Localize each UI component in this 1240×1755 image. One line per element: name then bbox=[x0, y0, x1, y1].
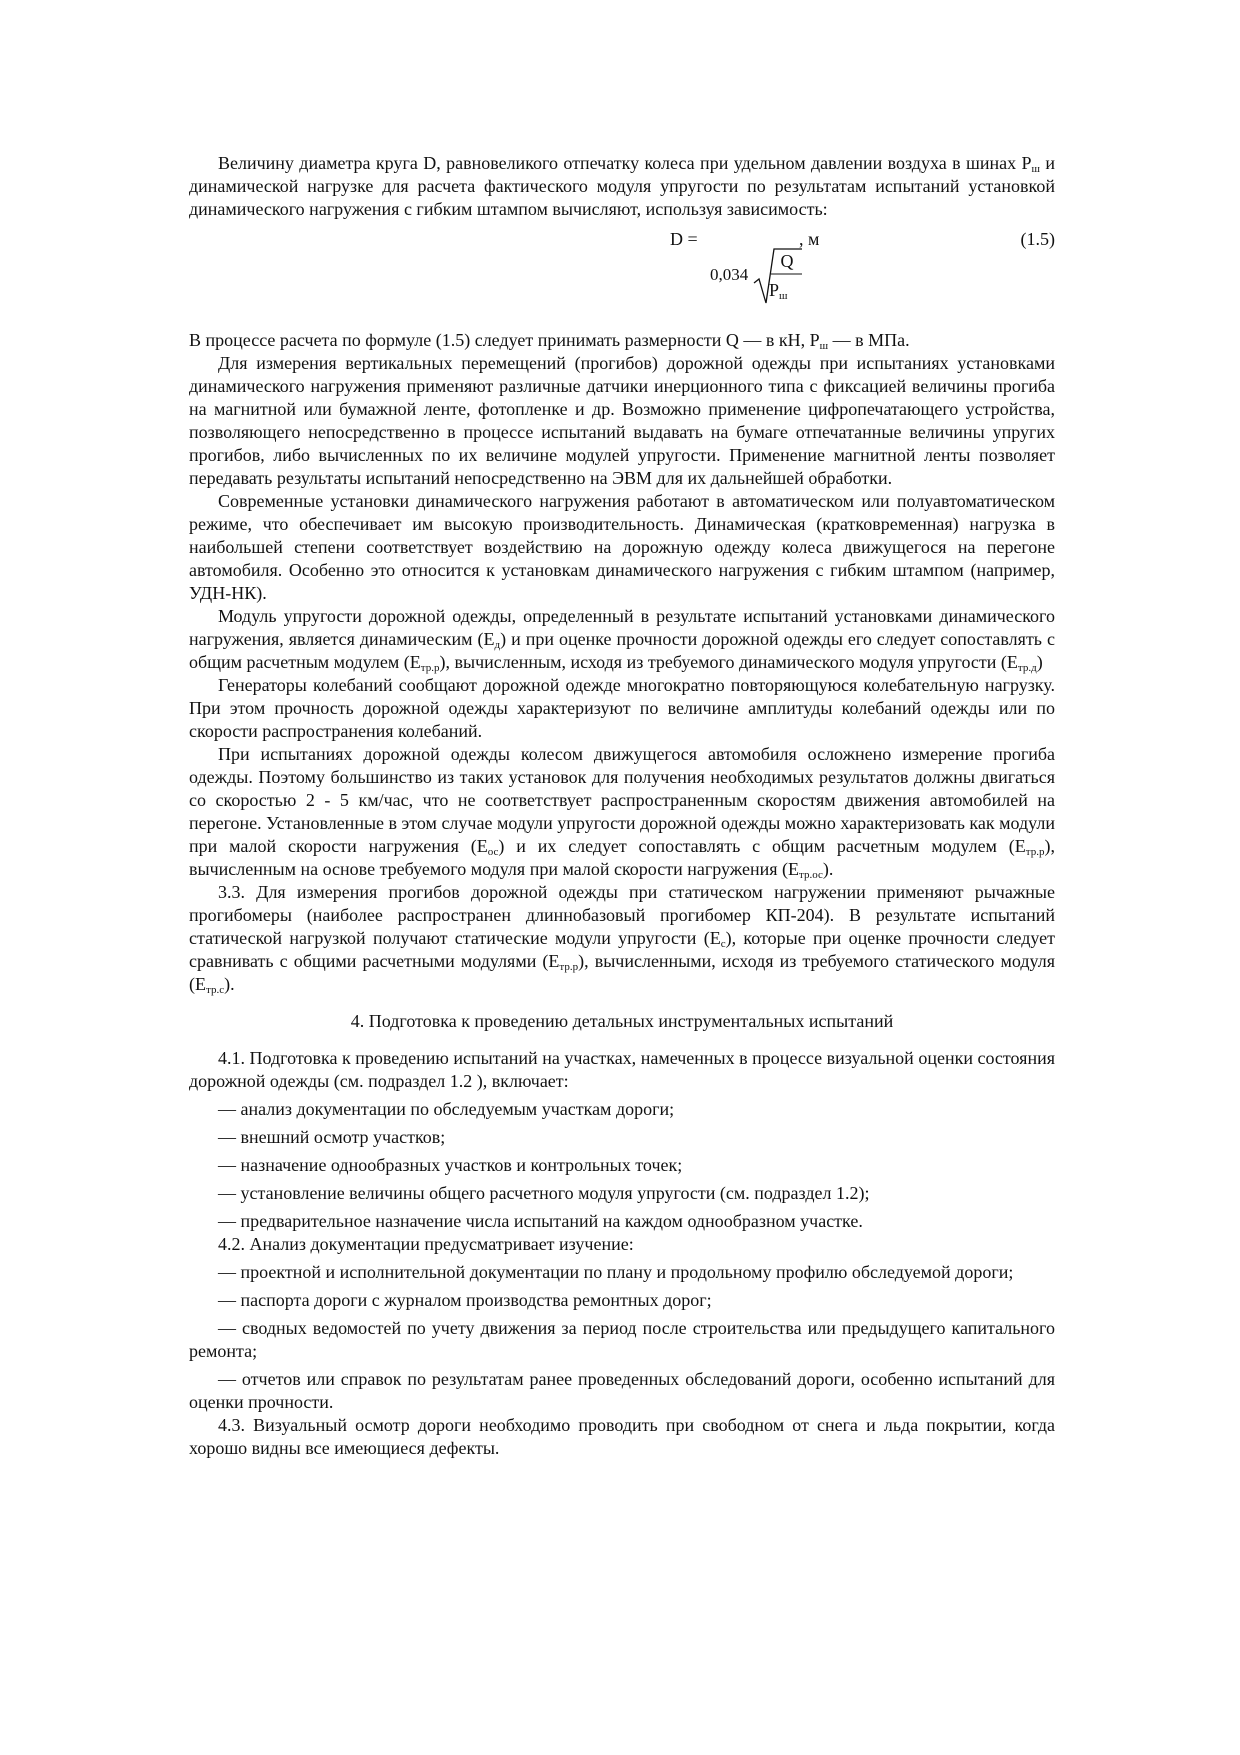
document-body bbox=[189, 152, 1055, 1460]
formula-lhs: D = bbox=[670, 229, 698, 249]
paragraph-oscillation-generators: Генераторы колебаний сообщают дорожной одежде многократно повторяющуюся колебательную нагрузку. При этом прочность дорожной одежды характеризуют по величине амплитуды колебаний одежды или по скорости распространения колебаний. bbox=[189, 675, 1055, 741]
list-item: — сводных ведомостей по учету движения за период после строительства или предыдущего капитального ремонта; bbox=[189, 1318, 1055, 1361]
formula-number: (1.5) bbox=[1020, 229, 1055, 249]
list-item: — отчетов или справок по результатам ранее проведенных обследований дороги, особенно испытаний для оценки прочности. bbox=[189, 1369, 1055, 1412]
list-item: — внешний осмотр участков; bbox=[218, 1127, 446, 1147]
formula-unit: , м bbox=[799, 229, 820, 249]
list-item: — назначение однообразных участков и контрольных точек; bbox=[218, 1155, 683, 1175]
paragraph-3-3-static: 3.3. Для измерения прогибов дорожной одежды при статическом нагружении применяют рычажные прогибомеры (наиболее распространен длиннобазовый прогибомер КП-204). В результате испытаний статической нагрузкой получают статические модули упругости $(Е_с)$, которые при оценке прочности следует сравнивать с общими расчетными модулями $(Е_{тр.р})$, вычисленными, исходя из требуемого статического модуля $(Е_{тр.с})$. bbox=[189, 882, 1055, 996]
paragraph-4-1: 4.1. Подготовка к проведению испытаний на участках, намеченных в процессе визуальной оценки состояния дорожной одежды (см. подраздел 1.2 ), включает: bbox=[189, 1048, 1055, 1091]
formula-numerator: Q bbox=[780, 251, 794, 271]
list-item: — паспорта дороги с журналом производства ремонтных дорог; bbox=[218, 1290, 712, 1310]
paragraph-moving-wheel: При испытаниях дорожной одежды колесом движущегося автомобиля осложнено измерение прогиба одежды. Поэтому большинство из таких установок для получения необходимых результатов должны двигаться со скоростью 2 - 5 км/час, что не соответствует распространенным скоростям движения автомобилей на перегоне. Установленные в этом случае модули упругости дорожной одежды можно характеризовать как модули при малой скорости нагружения $(Е_{ос})$ и их следует сопоставлять с общим расчетным модулем $(Е_{тр.р})$, вычисленным на основе требуемого модуля при малой скорости нагружения $(Е_{тр.ос})$. bbox=[189, 744, 1055, 881]
formula-1-5 bbox=[189, 221, 1055, 329]
paragraph-modern-installations: Современные установки динамического нагружения работают в автоматическом или полуавтоматическом режиме, что обеспечивает им высокую производительность. Динамическая (кратковременная) нагрузка в наибольшей степени соответствует воздействию на дорожную одежду колеса движущегося на перегоне автомобиля. Особенно это относится к установкам динамического нагружения с гибким штампом (например, УДН-НК). bbox=[189, 491, 1055, 603]
section-heading-4: 4. Подготовка к проведению детальных инструментальных испытаний bbox=[350, 1011, 894, 1031]
paragraph-dimensions: В процессе расчета по формуле (1.5) следует принимать размерности Q — в кН, $Р_ш$ — в МПа. bbox=[189, 330, 910, 352]
paragraph-4-3: 4.3. Визуальный осмотр дороги необходимо проводить при свободном от снега и льда покрытии, когда хорошо видны все имеющиеся дефекты. bbox=[189, 1415, 1055, 1458]
list-item: — предварительное назначение числа испытаний на каждом однообразном участке. bbox=[218, 1211, 863, 1231]
paragraph-deflection-sensors: Для измерения вертикальных перемещений (прогибов) дорожной одежды при испытаниях установками динамического нагружения применяют различные датчики инерционного типа с фиксацией величины прогиба на магнитной или бумажной ленте, фотопленке и др. Возможно применение цифропечатающего устройства, позволяющего непосредственно в процессе испытаний выдавать на бумаге отпечатанные величины упругих прогибов, либо вычисленных по их величине модулей упругости. Применение магнитной ленты позволяет передавать результаты испытаний непосредственно на ЭВМ для их дальнейшей обработки. bbox=[189, 353, 1055, 488]
paragraph-4-2: 4.2. Анализ документации предусматривает изучение: bbox=[218, 1234, 634, 1254]
formula-coefficient: 0,034 bbox=[710, 265, 749, 284]
list-item: — проектной и исполнительной документации по плану и продольному профилю обследуемой дороги; bbox=[218, 1262, 1014, 1282]
paragraph-diameter-intro: Величину диаметра круга D, равновеликого отпечатку колеса при удельном давлении воздуха в шинах $Р_ш$ и динамической нагрузке для расчета фактического модуля упругости по результатам испытаний установкой динамического нагружения с гибким штампом вычисляют, используя зависимость: bbox=[189, 153, 1055, 219]
list-item: — анализ документации по обследуемым участкам дороги; bbox=[218, 1099, 675, 1119]
list-item: — установление величины общего расчетного модуля упругости (см. подраздел 1.2); bbox=[218, 1183, 870, 1203]
formula-denominator: $Р_ш$ bbox=[769, 280, 788, 302]
paragraph-dynamic-modulus: Модуль упругости дорожной одежды, определенный в результате испытаний установками динамического нагружения, является динамическим $(Е_д)$ и при оценке прочности дорожной одежды его следует сопоставлять с общим расчетным модулем $(Е_{тр.р})$, вычисленным, исходя из требуемого динамического модуля упругости $(Е_{тр.д})$ bbox=[189, 606, 1055, 674]
